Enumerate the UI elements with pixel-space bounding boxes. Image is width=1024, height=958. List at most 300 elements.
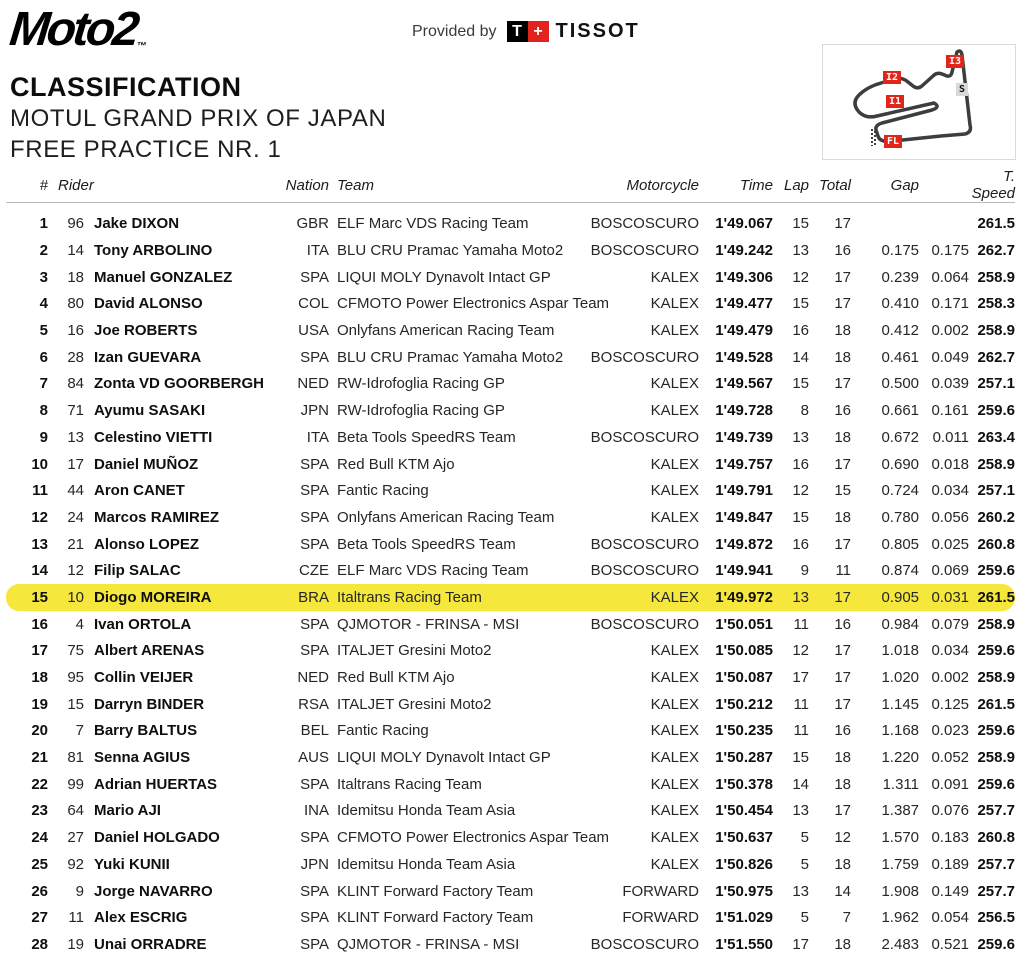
cell-num: 21 <box>67 535 84 553</box>
cell-nation: JPN <box>300 855 330 873</box>
cell-rider: Unai ORRADRE <box>94 935 207 953</box>
col-gap-prev <box>919 168 969 203</box>
cell-nation: ITA <box>306 428 330 446</box>
cell-num: 81 <box>67 749 84 767</box>
table-row <box>6 638 1015 665</box>
cell-total: 17 <box>834 215 852 233</box>
cell-gap1: 0.239 <box>881 268 920 286</box>
cell-rider: Zonta VD GOORBERGH <box>94 375 265 393</box>
cell-num: 10 <box>48 584 84 611</box>
cell-team: QJMOTOR - FRINSA - MSI <box>337 935 520 953</box>
cell-lap: 15 <box>792 295 810 313</box>
classification-table <box>6 168 1015 958</box>
cell-pos: 9 <box>39 428 48 446</box>
cell-total: 18 <box>834 749 852 767</box>
table-head <box>6 168 1015 203</box>
cell-speed: 259.6 <box>977 775 1016 793</box>
cell-bike: KALEX <box>650 802 700 820</box>
cell-rider: Adrian HUERTAS <box>94 775 218 793</box>
cell-nation: SPA <box>300 348 330 366</box>
cell-speed: 257.1 <box>977 375 1016 393</box>
cell-bike: BOSCOSCURO <box>590 535 700 553</box>
col-position: # <box>6 168 48 203</box>
cell-team: CFMOTO Power Electronics Aspar Team <box>337 829 610 847</box>
cell-bike: BOSCOSCURO <box>590 242 700 260</box>
cell-num: 13 <box>67 428 84 446</box>
cell-lap: 13 <box>792 882 810 900</box>
cell-gap2: 0.079 <box>931 615 970 633</box>
cell-time: 1'49.941 <box>715 562 774 580</box>
col-time: Time <box>699 168 773 203</box>
page-header <box>0 0 1024 168</box>
cell-rider: Albert ARENAS <box>94 642 205 660</box>
table-row <box>6 744 1015 771</box>
cell-time: 1'49.067 <box>715 215 774 233</box>
cell-bike: BOSCOSCURO <box>590 562 700 580</box>
cell-total: 17 <box>834 295 852 313</box>
cell-speed: 258.9 <box>977 268 1016 286</box>
cell-team: ELF Marc VDS Racing Team <box>337 215 529 233</box>
cell-lap: 13 <box>792 802 810 820</box>
cell-pos: 15 <box>6 584 48 611</box>
cell-time: 1'50.051 <box>715 615 774 633</box>
cell-pos: 5 <box>39 322 48 340</box>
cell-speed: 259.6 <box>977 402 1016 420</box>
cell-gap2: 0.031 <box>919 584 969 611</box>
cell-team: Beta Tools SpeedRS Team <box>337 428 516 446</box>
table-row <box>6 557 1015 584</box>
cell-rider: Diogo MOREIRA <box>84 584 279 611</box>
moto2-logo <box>7 2 151 57</box>
table-row <box>6 451 1015 478</box>
cell-rider: Manuel GONZALEZ <box>94 268 233 286</box>
cell-nation: SPA <box>300 882 330 900</box>
cell-team: Fantic Racing <box>337 722 429 740</box>
cell-bike: BOSCOSCURO <box>590 935 700 953</box>
cell-bike: KALEX <box>650 508 700 526</box>
cell-pos: 24 <box>31 829 48 847</box>
cell-pos: 7 <box>39 375 48 393</box>
cell-nation: NED <box>297 669 330 687</box>
cell-team: Beta Tools SpeedRS Team <box>337 535 516 553</box>
cell-team: Idemitsu Honda Team Asia <box>337 855 516 873</box>
cell-lap: 9 <box>800 562 810 580</box>
cell-time: 1'50.826 <box>715 855 774 873</box>
map-label-s: S <box>956 83 968 96</box>
cell-nation: SPA <box>300 935 330 953</box>
cell-gap1: 0.500 <box>881 375 920 393</box>
cell-nation: COL <box>298 295 330 313</box>
cell-speed: 260.8 <box>977 829 1016 847</box>
cell-gap2: 0.025 <box>931 535 970 553</box>
table-row <box>6 904 1015 931</box>
cell-pos: 21 <box>31 749 48 767</box>
cell-gap1: 0.780 <box>881 508 920 526</box>
cell-lap: 15 <box>792 749 810 767</box>
cell-lap: 16 <box>792 322 810 340</box>
cell-total: 7 <box>842 909 852 927</box>
cell-total: 17 <box>834 802 852 820</box>
cell-time: 1'50.085 <box>715 642 774 660</box>
cell-num: 92 <box>67 855 84 873</box>
cell-time: 1'50.975 <box>715 882 774 900</box>
cell-pos: 20 <box>31 722 48 740</box>
cell-nation: AUS <box>298 749 330 767</box>
cell-nation: SPA <box>300 535 330 553</box>
cell-num: 24 <box>67 508 84 526</box>
cell-pos: 4 <box>39 295 48 313</box>
cell-time: 1'50.287 <box>715 749 774 767</box>
cell-bike: KALEX <box>650 855 700 873</box>
cell-gap1: 0.724 <box>881 482 920 500</box>
table-row <box>6 504 1015 531</box>
cell-rider: Collin VEIJER <box>94 669 194 687</box>
cell-total: 15 <box>834 482 852 500</box>
cell-time: 1'49.477 <box>715 295 774 313</box>
cell-pos: 28 <box>31 935 48 953</box>
cell-gap2: 0.064 <box>931 268 970 286</box>
cell-pos: 14 <box>31 562 48 580</box>
cell-nation: SPA <box>300 268 330 286</box>
table-row <box>6 291 1015 318</box>
results-tbody <box>6 203 1015 958</box>
cell-gap2: 0.011 <box>932 428 970 446</box>
table-row <box>6 798 1015 825</box>
cell-team: Onlyfans American Racing Team <box>337 508 555 526</box>
cell-rider: Ivan ORTOLA <box>94 615 192 633</box>
provided-by-label: Provided by <box>412 22 497 40</box>
cell-gap1: 1.387 <box>881 802 920 820</box>
cell-gap1: 0.672 <box>881 428 920 446</box>
cell-gap2: 0.054 <box>931 909 970 927</box>
cell-nation: SPA <box>300 909 330 927</box>
cell-team: KLINT Forward Factory Team <box>337 909 534 927</box>
cell-team: RW-Idrofoglia Racing GP <box>337 402 505 420</box>
cell-bike: KALEX <box>650 322 700 340</box>
cell-bike: BOSCOSCURO <box>590 615 700 633</box>
swiss-cross-icon: + <box>528 21 549 42</box>
cell-gap1: 0.984 <box>881 615 920 633</box>
cell-lap: 14 <box>792 775 810 793</box>
cell-gap2: 0.161 <box>931 402 970 420</box>
cell-total: 14 <box>834 882 852 900</box>
moto2-logo-text: Moto2 <box>7 3 140 56</box>
cell-speed: 262.7 <box>977 348 1016 366</box>
cell-time: 1'50.087 <box>715 669 774 687</box>
table-row <box>6 611 1015 638</box>
cell-nation: INA <box>304 802 330 820</box>
cell-lap: 13 <box>773 584 809 611</box>
cell-nation: BRA <box>279 584 329 611</box>
col-lap: Lap <box>773 168 809 203</box>
cell-gap1: 1.570 <box>881 829 920 847</box>
cell-rider: Barry BALTUS <box>94 722 198 740</box>
cell-num: 16 <box>67 322 84 340</box>
cell-pos: 22 <box>31 775 48 793</box>
cell-gap1: 0.874 <box>881 562 920 580</box>
cell-lap: 15 <box>792 508 810 526</box>
cell-speed: 261.5 <box>977 695 1016 713</box>
cell-team: BLU CRU Pramac Yamaha Moto2 <box>337 242 564 260</box>
cell-total: 18 <box>834 855 852 873</box>
cell-time: 1'49.728 <box>715 402 774 420</box>
cell-rider: Tony ARBOLINO <box>94 242 213 260</box>
cell-nation: BEL <box>300 722 330 740</box>
cell-total: 18 <box>834 935 852 953</box>
cell-rider: Jorge NAVARRO <box>94 882 213 900</box>
cell-total: 17 <box>834 535 852 553</box>
cell-time: 1'49.872 <box>715 535 774 553</box>
table-row <box>6 477 1015 504</box>
cell-pos: 19 <box>31 695 48 713</box>
cell-pos: 12 <box>31 508 48 526</box>
cell-bike: KALEX <box>650 375 700 393</box>
cell-num: 28 <box>67 348 84 366</box>
cell-gap1: 1.020 <box>881 669 920 687</box>
cell-speed: 259.6 <box>977 722 1016 740</box>
cell-speed: 261.5 <box>969 584 1015 611</box>
cell-total: 16 <box>834 242 852 260</box>
cell-nation: JPN <box>300 402 330 420</box>
tissot-t-icon: T <box>507 21 528 42</box>
cell-lap: 15 <box>792 215 810 233</box>
cell-pos: 1 <box>39 215 48 233</box>
cell-bike: BOSCOSCURO <box>590 215 700 233</box>
cell-speed: 257.7 <box>977 882 1016 900</box>
page-title: CLASSIFICATION <box>10 72 242 102</box>
cell-rider: Yuki KUNII <box>94 855 170 873</box>
table-row <box>6 531 1015 558</box>
cell-rider: Daniel MUÑOZ <box>94 455 199 473</box>
cell-pos: 13 <box>31 535 48 553</box>
cell-pos: 17 <box>31 642 48 660</box>
table-row <box>6 824 1015 851</box>
cell-speed: 259.6 <box>977 642 1016 660</box>
cell-lap: 5 <box>800 829 810 847</box>
cell-lap: 11 <box>793 695 810 713</box>
cell-lap: 12 <box>792 642 810 660</box>
table-row <box>6 344 1015 371</box>
cell-gap2: 0.018 <box>931 455 970 473</box>
cell-lap: 13 <box>792 428 810 446</box>
table-row <box>6 211 1015 238</box>
cell-lap: 12 <box>792 268 810 286</box>
cell-gap1: 1.220 <box>881 749 920 767</box>
cell-nation: USA <box>298 322 330 340</box>
cell-bike: BOSCOSCURO <box>590 348 700 366</box>
cell-pos: 8 <box>39 402 48 420</box>
cell-bike: FORWARD <box>622 909 700 927</box>
tissot-wordmark: TISSOT <box>555 20 640 42</box>
table-row <box>6 931 1015 958</box>
map-label-i3: I3 <box>946 55 964 68</box>
cell-total: 11 <box>835 562 852 580</box>
cell-gap2: 0.091 <box>931 775 970 793</box>
cell-time: 1'49.972 <box>699 584 773 611</box>
cell-nation: SPA <box>300 615 330 633</box>
cell-pos: 11 <box>32 482 48 500</box>
cell-pos: 26 <box>31 882 48 900</box>
cell-time: 1'51.029 <box>715 909 774 927</box>
cell-num: 80 <box>67 295 84 313</box>
cell-gap2 <box>919 211 969 238</box>
cell-gap1 <box>851 211 919 238</box>
cell-speed: 261.5 <box>977 215 1016 233</box>
cell-gap2: 0.171 <box>931 295 970 313</box>
cell-team: Fantic Racing <box>337 482 429 500</box>
cell-speed: 262.7 <box>977 242 1016 260</box>
cell-bike: KALEX <box>650 695 700 713</box>
cell-lap: 16 <box>792 535 810 553</box>
table-row <box>6 237 1015 264</box>
event-title: MOTUL GRAND PRIX OF JAPAN <box>10 105 387 132</box>
cell-bike: FORWARD <box>622 882 700 900</box>
cell-rider: Daniel HOLGADO <box>94 829 220 847</box>
cell-team: LIQUI MOLY Dynavolt Intact GP <box>337 749 551 767</box>
cell-gap1: 0.461 <box>881 348 920 366</box>
cell-gap2: 0.149 <box>931 882 970 900</box>
cell-team: KLINT Forward Factory Team <box>337 882 534 900</box>
cell-bike: KALEX <box>650 642 700 660</box>
cell-lap: 8 <box>800 402 810 420</box>
cell-rider: Alex ESCRIG <box>94 909 188 927</box>
map-label-i2: I2 <box>883 71 901 84</box>
cell-total: 12 <box>834 829 852 847</box>
cell-total: 18 <box>834 348 852 366</box>
col-total: Total <box>809 168 851 203</box>
cell-pos: 10 <box>31 455 48 473</box>
table-row <box>6 584 1015 611</box>
session-title: FREE PRACTICE NR. 1 <box>10 136 282 163</box>
cell-rider: Jake DIXON <box>94 215 180 233</box>
cell-gap1: 1.311 <box>882 775 920 793</box>
cell-team: Italtrans Racing Team <box>337 775 482 793</box>
cell-total: 17 <box>834 669 852 687</box>
cell-gap1: 1.759 <box>881 855 920 873</box>
table-row <box>6 878 1015 905</box>
cell-rider: Celestino VIETTI <box>94 428 213 446</box>
cell-speed: 258.9 <box>977 322 1016 340</box>
map-label-fl: FL <box>884 135 902 148</box>
cell-lap: 13 <box>792 242 810 260</box>
cell-team: CFMOTO Power Electronics Aspar Team <box>337 295 610 313</box>
cell-time: 1'50.235 <box>715 722 774 740</box>
cell-team: ITALJET Gresini Moto2 <box>337 695 492 713</box>
cell-speed: 259.6 <box>977 562 1016 580</box>
cell-time: 1'50.454 <box>715 802 774 820</box>
cell-nation: SPA <box>300 482 330 500</box>
table-row <box>6 691 1015 718</box>
col-gap: Gap <box>851 168 919 203</box>
cell-rider: Ayumu SASAKI <box>94 402 206 420</box>
cell-gap2: 0.002 <box>931 669 970 687</box>
cell-gap1: 1.962 <box>881 909 920 927</box>
cell-bike: BOSCOSCURO <box>590 428 700 446</box>
cell-gap1: 2.483 <box>881 935 920 953</box>
cell-team: Red Bull KTM Ajo <box>337 455 455 473</box>
cell-team: Onlyfans American Racing Team <box>337 322 555 340</box>
cell-num: 84 <box>67 375 84 393</box>
cell-gap2: 0.052 <box>931 749 970 767</box>
cell-rider: Izan GUEVARA <box>94 348 202 366</box>
cell-nation: SPA <box>300 775 330 793</box>
cell-speed: 257.1 <box>977 482 1016 500</box>
cell-nation: SPA <box>300 508 330 526</box>
cell-nation: SPA <box>300 829 330 847</box>
cell-team: Idemitsu Honda Team Asia <box>337 802 516 820</box>
cell-nation: GBR <box>296 215 330 233</box>
cell-pos: 3 <box>39 268 48 286</box>
cell-team: ELF Marc VDS Racing Team <box>337 562 529 580</box>
trademark-symbol: ™ <box>135 41 148 52</box>
cell-total: 17 <box>834 455 852 473</box>
cell-lap: 11 <box>793 722 810 740</box>
cell-time: 1'49.757 <box>715 455 774 473</box>
cell-gap2: 0.002 <box>931 322 970 340</box>
cell-num: 64 <box>67 802 84 820</box>
cell-speed: 259.6 <box>977 935 1016 953</box>
cell-bike: KALEX <box>650 749 700 767</box>
cell-gap2: 0.183 <box>931 829 970 847</box>
cell-total: 18 <box>834 428 852 446</box>
cell-gap1: 0.690 <box>881 455 920 473</box>
cell-pos: 27 <box>31 909 48 927</box>
cell-num: 9 <box>75 882 84 900</box>
cell-bike: KALEX <box>650 775 700 793</box>
cell-speed: 258.9 <box>977 669 1016 687</box>
cell-time: 1'49.847 <box>715 508 774 526</box>
cell-bike: KALEX <box>650 722 700 740</box>
col-team: Team <box>329 168 584 203</box>
cell-num: 18 <box>67 268 84 286</box>
cell-nation: RSA <box>298 695 330 713</box>
cell-bike: KALEX <box>584 584 699 611</box>
cell-bike: KALEX <box>650 669 700 687</box>
col-nation: Nation <box>279 168 329 203</box>
cell-rider: Mario AJI <box>94 802 161 820</box>
cell-speed: 258.3 <box>977 295 1016 313</box>
cell-team: RW-Idrofoglia Racing GP <box>337 375 505 393</box>
table-row <box>6 424 1015 451</box>
cell-rider: Darryn BINDER <box>94 695 205 713</box>
cell-speed: 257.7 <box>977 855 1016 873</box>
cell-rider: Senna AGIUS <box>94 749 191 767</box>
cell-nation: ITA <box>306 242 330 260</box>
cell-rider: Alonso LOPEZ <box>94 535 199 553</box>
cell-gap2: 0.039 <box>931 375 970 393</box>
cell-time: 1'49.567 <box>715 375 774 393</box>
cell-gap1: 1.908 <box>881 882 920 900</box>
cell-gap2: 0.049 <box>931 348 970 366</box>
cell-pos: 6 <box>39 348 48 366</box>
cell-pos: 25 <box>31 855 48 873</box>
table-row <box>6 664 1015 691</box>
cell-time: 1'51.550 <box>715 935 774 953</box>
cell-nation: SPA <box>300 642 330 660</box>
cell-num: 12 <box>67 562 84 580</box>
provided-by <box>412 20 640 43</box>
cell-num: 44 <box>67 482 84 500</box>
col-motorcycle: Motorcycle <box>584 168 699 203</box>
cell-num: 4 <box>75 615 84 633</box>
cell-num: 14 <box>67 242 84 260</box>
cell-speed: 258.9 <box>977 615 1016 633</box>
cell-team: ITALJET Gresini Moto2 <box>337 642 492 660</box>
cell-gap1: 0.410 <box>881 295 920 313</box>
cell-gap1: 1.145 <box>881 695 920 713</box>
cell-speed: 260.2 <box>977 508 1016 526</box>
cell-gap2: 0.034 <box>931 642 970 660</box>
